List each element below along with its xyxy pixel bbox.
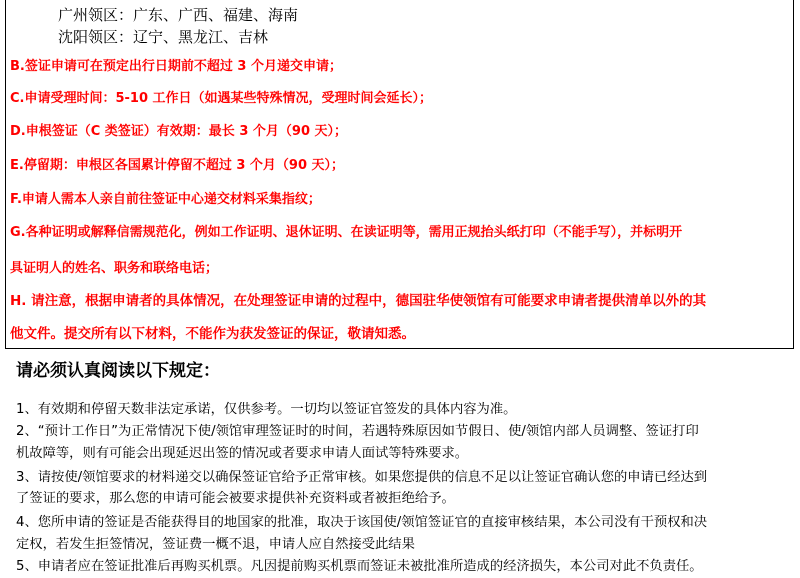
rules-heading: 请必须认真阅读以下规定：	[16, 361, 220, 381]
rule-4-line1: 4、您所申请的签证是否能获得目的地国家的批准，取决于该国使/领馆签证官的直接审核结果，本公司没有干预权和决	[16, 515, 708, 530]
note-d: D.申根签证（C 类签证）有效期：最长 3 个月（90 天）；	[10, 124, 348, 139]
region-guangzhou: 广州领区：广东、广西、福建、海南	[58, 6, 299, 24]
note-f: F.申请人需本人亲自前往签证中心递交材料采集指纹；	[10, 192, 321, 207]
rule-1: 1、有效期和停留天数非法定承诺，仅供参考。一切均以签证官签发的具体内容为准。	[16, 402, 517, 417]
note-c: C.申请受理时间：5-10 工作日（如遇某些特殊情况，受理时间会延长）；	[10, 91, 433, 106]
rule-3-line1: 3、请按使/领馆要求的材料递交以确保签证官给予正常审核。如果您提供的信息不足以让签证官确认您的申请已经达到	[16, 470, 708, 485]
note-h-line2: 他文件。提交所有以下材料，不能作为获发签证的保证，敬请知悉。	[10, 326, 415, 342]
note-e: E.停留期：申根区各国累计停留不超过 3 个月（90 天）；	[10, 158, 345, 173]
rule-2-line2: 机故障等，则有可能会出现延迟出签的情况或者要求申请人面试等特殊要求。	[16, 446, 469, 461]
rule-3-line2: 了签证的要求，那么您的申请可能会被要求提供补充资料或者被拒绝给予。	[16, 491, 455, 506]
note-b: B.签证申请可在预定出行日期前不超过 3 个月递交申请；	[10, 59, 342, 74]
rule-4-line2: 定权，若发生拒签情况，签证费一概不退，申请人应自然接受此结果	[16, 537, 415, 552]
note-g-line1: G.各种证明或解释信需规范化，例如工作证明、退休证明、在读证明等，需用正规抬头纸打印（不能手写），并标明开	[10, 225, 683, 240]
note-g-line2: 具证明人的姓名、职务和联络电话；	[10, 261, 219, 276]
rule-2-line1: 2、“预计工作日”为正常情况下使/领馆审理签证时的时间，若遇特殊原因如节假日、使/领馆内部人员调整、签证打印	[16, 424, 699, 439]
rule-5: 5、申请者应在签证批准后再购买机票。凡因提前购买机票而签证未被批准所造成的经济损失，本公司对此不负责任。	[16, 559, 703, 574]
region-shenyang: 沈阳领区：辽宁、黑龙江、吉林	[58, 28, 269, 46]
note-h-line1: H. 请注意，根据申请者的具体情况，在处理签证申请的过程中，德国驻华使领馆有可能要求申请者提供清单以外的其	[10, 293, 707, 309]
